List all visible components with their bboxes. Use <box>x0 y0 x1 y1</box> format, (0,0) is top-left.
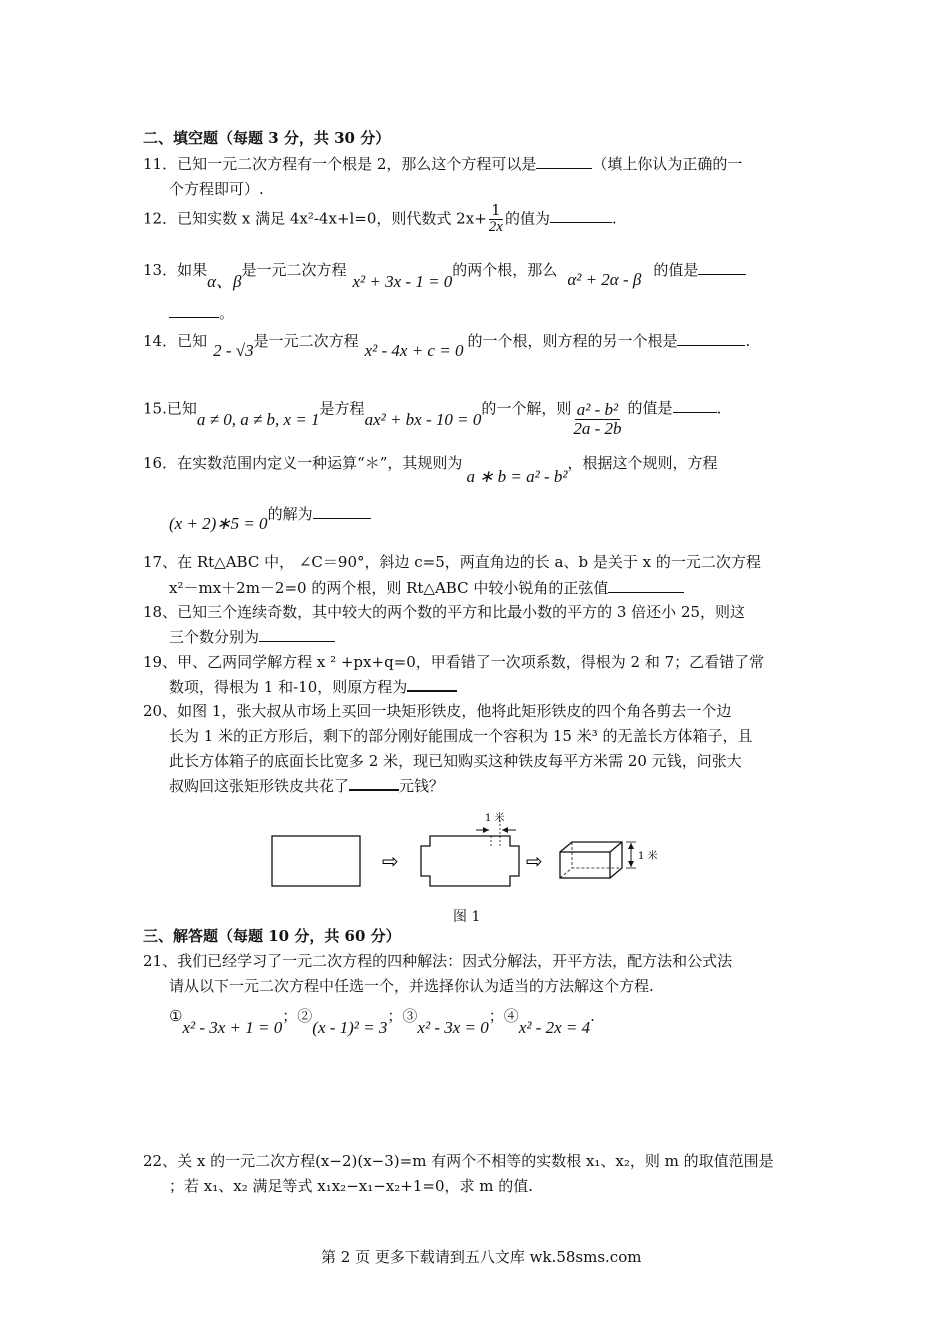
section-solve-title: 三、解答题（每题 10 分，共 60 分） <box>143 927 401 945</box>
q14-text-b: 是一元二次方程 <box>253 332 359 350</box>
q21-number-4: ④ <box>503 1007 519 1025</box>
q20-text-c: 此长方体箱子的底面长比宽多 2 米，现已知购买这种铁皮每平方米需 20 元钱，问张大 <box>169 752 742 770</box>
q13-continuation <box>169 302 234 323</box>
q14-equation: x² - 4x + c = 0 <box>364 341 464 360</box>
q13-end: 。 <box>219 304 235 322</box>
q12-blank[interactable] <box>550 208 612 223</box>
q13-equation: x² + 3x - 1 = 0 <box>352 272 453 291</box>
figure-height-arrowhead-top <box>628 843 634 849</box>
q15-conditions: a ≠ 0, a ≠ b, x = 1 <box>196 410 320 430</box>
q21-equation-4: x² - 2x = 4 <box>518 1018 591 1037</box>
q12-text-a: 12．已知实数 x 满足 4x²-4x+l=0，则代数式 2x+ <box>143 209 487 228</box>
q12-numerator: 1 <box>491 201 501 219</box>
q17-line2 <box>169 577 684 598</box>
q21-end: . <box>590 1007 595 1025</box>
q12-denominator: 2x <box>488 218 503 235</box>
q11-blank[interactable] <box>536 154 592 169</box>
q11-text-a: 11．已知一元二次方程有一个根是 2，那么这个方程可以是 <box>143 155 537 173</box>
q13-blank[interactable] <box>698 260 746 275</box>
q12-text-b: 的值为 <box>504 209 550 228</box>
q21-separator-3: ； <box>488 1007 504 1025</box>
figure-arrow-1: ⇨ <box>382 849 399 873</box>
q21-number-3: ③ <box>402 1007 418 1025</box>
q14-blank[interactable] <box>677 331 745 346</box>
q21-equation-2: (x - 1)² = 3 <box>312 1018 388 1037</box>
q17-text-b: x²－mx＋2m－2=0 的两个根，则 Rt△ABC 中较小锐角的正弦值 <box>169 579 609 597</box>
q13-alpha-beta: α、β <box>207 272 242 291</box>
q13-text-b: 是一元二次方程 <box>241 261 347 279</box>
figure-dim-arrowhead-left <box>483 827 489 833</box>
page-footer: 第 2 页 更多下载请到五八文库 wk.58sms.com <box>321 1248 642 1266</box>
q20-text-d: 叔购回这张矩形铁皮共花了 <box>169 777 350 795</box>
q15-equation: ax² + bx - 10 = 0 <box>364 410 482 430</box>
q18-text-a: 18、已知三个连续奇数，其中较大的两个数的平方和比最小数的平方的 3 倍还小 25，则这 <box>143 603 746 621</box>
figure-arrow-2: ⇨ <box>526 849 543 873</box>
q20-blank[interactable] <box>349 775 399 791</box>
question-16 <box>143 452 718 486</box>
q13-expression: α² + 2α - β <box>567 270 642 289</box>
q15-text-a: 15.已知 <box>143 399 197 418</box>
q13-text-a: 13．如果 <box>143 261 208 279</box>
q19-blank[interactable] <box>407 676 457 692</box>
question-15 <box>143 391 722 438</box>
figure-dim-arrowhead-right <box>502 827 508 833</box>
q11-text-b: （填上你认为正确的一 <box>592 155 743 173</box>
figure-rectangle <box>272 836 360 886</box>
q20-text-e: 元钱？ <box>399 777 445 795</box>
q12-fraction <box>487 203 505 236</box>
q19-text-b: 数项，得根为 1 和-10，则原方程为 <box>169 678 408 696</box>
q18-blank[interactable] <box>259 627 335 642</box>
q16-rule: a ∗ b = a² - b² <box>466 467 568 486</box>
q20-text-a: 20、如图 1，张大叔从市场上买回一块矩形铁皮，他将此矩形铁皮的四个角各剪去一个边 <box>143 702 732 720</box>
figure-height-arrowhead-bottom <box>628 861 634 867</box>
q16-text-c: 的解为 <box>267 505 313 523</box>
figure-box <box>560 842 622 878</box>
q14-text-c: 的一个根，则方程的另一个根是 <box>467 332 678 350</box>
q16-blank[interactable] <box>313 504 371 519</box>
q18-text-b: 三个数分别为 <box>169 628 260 646</box>
q15-end: . <box>716 399 722 418</box>
section-fill-title: 二、填空题（每题 3 分，共 30 分） <box>143 129 391 147</box>
q21-separator-1: ； <box>282 1007 298 1025</box>
q15-blank[interactable] <box>673 398 717 413</box>
q22-text-a: 22、关 x 的一元二次方程(x−2)(x−3)=m 有两个不相等的实数根 x₁、x₂，则 m 的取值范围是 <box>143 1152 774 1170</box>
question-11 <box>143 153 742 174</box>
q16-text-b: ，根据这个规则，方程 <box>567 454 718 472</box>
figure-cut-sheet <box>421 836 519 886</box>
q13-blank-continued[interactable] <box>169 303 219 318</box>
q21-text-a: 21、我们已经学习了一元二次方程的四种解法：因式分解法，开平方法，配方法和公式法 <box>143 952 733 970</box>
q22-text-b: ；若 x₁、x₂ 满足等式 x₁x₂−x₁−x₂+1=0，求 m 的值. <box>169 1177 534 1195</box>
q21-equation-1: x² - 3x + 1 = 0 <box>182 1018 283 1037</box>
question-14 <box>143 330 751 360</box>
q13-text-c: 的两个根，那么 <box>452 261 558 279</box>
q15-text-d: 的值是 <box>627 399 673 418</box>
q12-end: . <box>611 209 617 228</box>
q21-equations <box>169 1005 595 1037</box>
q14-text-a: 14．已知 <box>143 332 208 350</box>
q21-separator-2: ； <box>387 1007 403 1025</box>
q21-number-2: ② <box>297 1007 313 1025</box>
q16-text-a: 16．在实数范围内定义一种运算“＊”，其规则为 <box>143 454 463 472</box>
q15-text-c: 的一个解，则 <box>481 399 572 418</box>
question-12 <box>143 203 617 236</box>
figure-caption: 图 1 <box>453 909 481 925</box>
q17-blank[interactable] <box>608 578 684 593</box>
q15-text-b: 是方程 <box>319 399 365 418</box>
q21-text-b: 请从以下一元二次方程中任选一个，并选择你认为适当的方法解这个方程. <box>169 977 654 995</box>
q21-number-1: ① <box>169 1007 183 1025</box>
q13-text-d: 的值是 <box>653 261 699 279</box>
q20-line4 <box>169 775 444 796</box>
question-13 <box>143 255 746 291</box>
figure-label-top: 1 米 <box>485 813 505 824</box>
q14-value: 2 - √3 <box>213 341 254 360</box>
figure-label-side: 1 米 <box>638 851 658 862</box>
q21-equation-3: x² - 3x = 0 <box>417 1018 489 1037</box>
q17-text-a: 17、在 Rt△ABC 中， ∠C＝90°，斜边 c=5，两直角边的长 a、b 是关于 x 的一元二次方程 <box>143 553 761 571</box>
figure-1 <box>260 810 680 900</box>
q15-numerator: a² - b² <box>576 400 619 419</box>
q15-fraction <box>571 401 623 438</box>
q19-text-a: 19、甲、乙两同学解方程 x ² +px+q=0，甲看错了一次项系数，得根为 2 和 7；乙看错了常 <box>143 653 765 671</box>
q16-line2 <box>169 503 371 533</box>
q14-end: . <box>745 332 751 350</box>
q15-denominator: 2a - 2b <box>573 418 622 438</box>
q16-equation: (x + 2)∗5 = 0 <box>169 514 268 533</box>
q18-line2 <box>169 626 335 647</box>
q19-line2 <box>169 676 457 697</box>
q11-text-c: 个方程即可）. <box>169 180 264 198</box>
q20-text-b: 长为 1 米的正方形后，剩下的部分刚好能围成一个容积为 15 米³ 的无盖长方体箱子，且 <box>169 727 753 745</box>
